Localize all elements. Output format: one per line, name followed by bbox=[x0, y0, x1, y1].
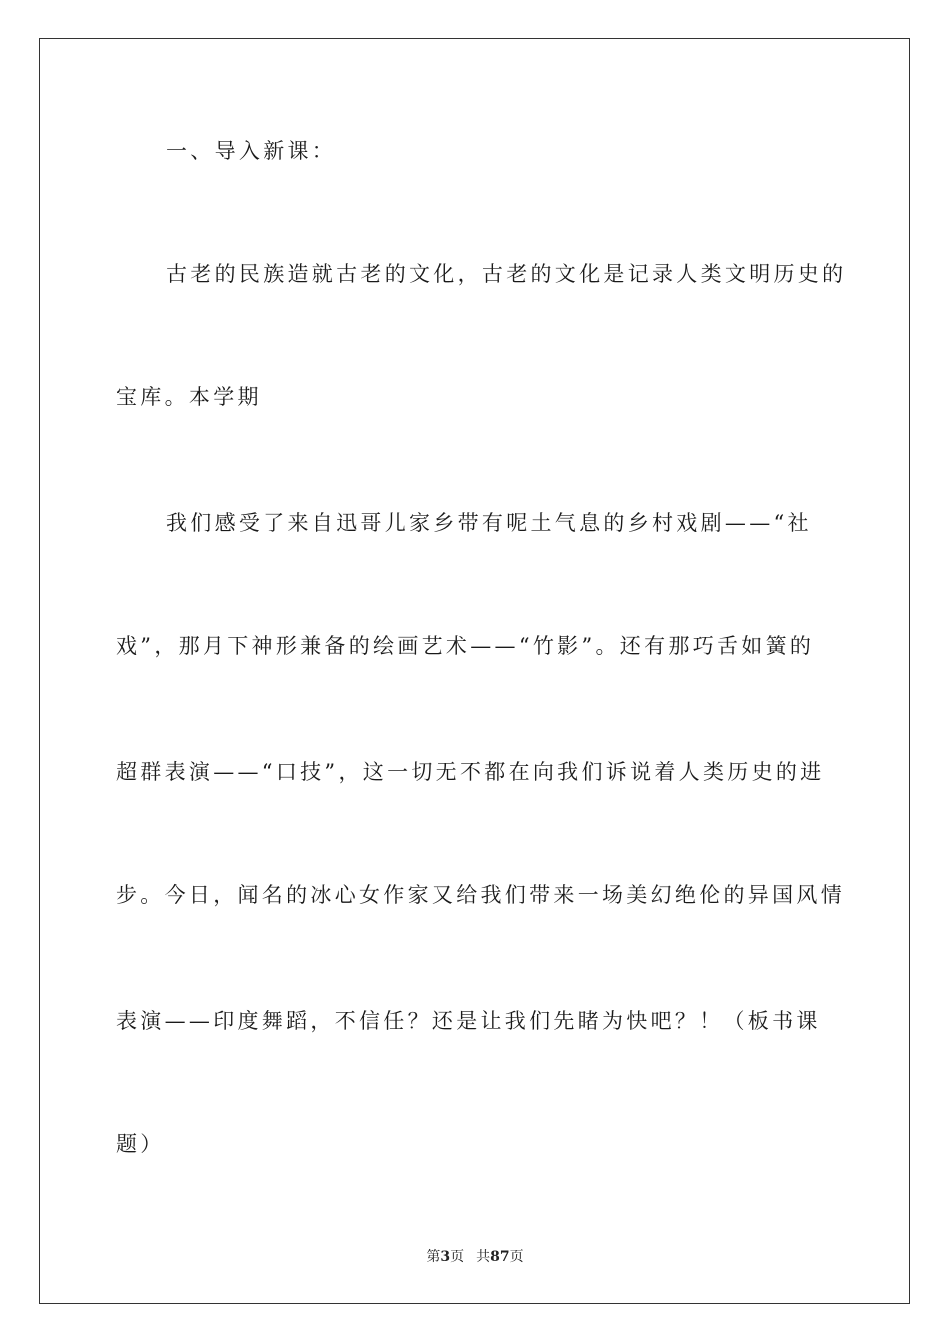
paragraph-line-7: 表演——印度舞蹈，不信任？还是让我们先睹为快吧？！（板书课 bbox=[116, 1009, 821, 1033]
paragraph-line-1: 古老的民族造就古老的文化，古老的文化是记录人类文明历史的 bbox=[166, 262, 847, 286]
footer-page-suffix: 页 bbox=[450, 1249, 465, 1265]
paragraph-line-3: 我们感受了来自迅哥儿家乡带有呢土气息的乡村戏剧——“社 bbox=[166, 511, 812, 535]
footer-total-suffix: 页 bbox=[509, 1249, 524, 1265]
paragraph-line-6: 步。今日，闻名的冰心女作家又给我们带来一场美幻绝伦的异国风情 bbox=[116, 883, 845, 907]
paragraph-line-4: 戏”，那月下神形兼备的绘画艺术——“竹影”。还有那巧舌如簧的 bbox=[116, 634, 815, 658]
footer-total-pages: 87 bbox=[490, 1249, 510, 1265]
paragraph-line-5: 超群表演——“口技”，这一切无不都在向我们诉说着人类历史的进 bbox=[116, 760, 825, 784]
footer-page-prefix: 第 bbox=[426, 1249, 441, 1265]
paragraph-line-2: 宝库。本学期 bbox=[116, 385, 262, 409]
page-border bbox=[39, 38, 910, 1304]
paragraph-line-8: 题） bbox=[116, 1132, 165, 1156]
footer-page-number: 3 bbox=[440, 1249, 451, 1265]
section-heading: 一、导入新课： bbox=[166, 139, 337, 163]
page-footer bbox=[0, 1247, 950, 1267]
footer-total-prefix: 共 bbox=[476, 1249, 491, 1265]
